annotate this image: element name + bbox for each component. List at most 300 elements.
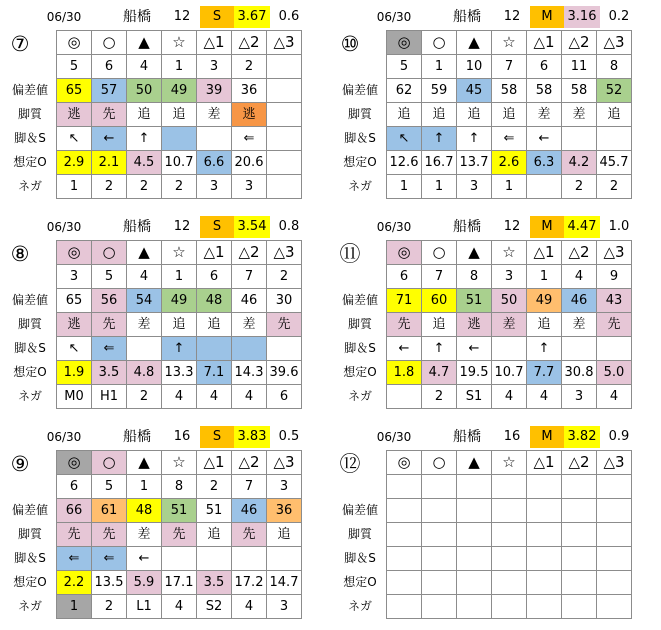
grid-cell: 2.2: [57, 571, 92, 595]
grid-cell: ↑: [162, 337, 197, 361]
grid-cell: 3.5: [197, 571, 232, 595]
race-header: [330, 6, 660, 28]
race-panel: [330, 0, 660, 210]
grid-cell: [422, 499, 457, 523]
grid-cell: 1.9: [57, 361, 92, 385]
grid-cell: 56: [92, 289, 127, 313]
grid-cell: [492, 523, 527, 547]
grid-cell: [597, 523, 632, 547]
grid-cell: 48: [127, 499, 162, 523]
table-row: [57, 55, 302, 79]
row-label: [4, 30, 56, 54]
race-header: [330, 426, 660, 448]
grid-cell: 1: [422, 175, 457, 199]
grid-cell: 4: [127, 55, 162, 79]
grid-cell: 差: [197, 103, 232, 127]
grid-cell: [387, 595, 422, 619]
grid-cell: 13.7: [457, 151, 492, 175]
row-label: 想定O: [13, 365, 47, 379]
grid-cell: 4.5: [127, 151, 162, 175]
grid-cell: 7: [232, 265, 267, 289]
table-row: [57, 103, 302, 127]
grid-cell: 51: [162, 499, 197, 523]
grid-cell: 6: [267, 385, 302, 409]
race-mark: M: [530, 426, 564, 448]
race-number: ⑩: [340, 32, 360, 56]
grid-cell: ⇐: [232, 127, 267, 151]
table-row: [387, 313, 632, 337]
table-row: [57, 151, 302, 175]
row-label: [4, 450, 56, 474]
table-row: [57, 337, 302, 361]
grid-cell: 17.1: [162, 571, 197, 595]
grid-cell: ↑: [422, 127, 457, 151]
grid-cell: ○: [92, 31, 127, 55]
grid-cell: 12.6: [387, 151, 422, 175]
grid-cell: 3: [562, 385, 597, 409]
row-label: 想定O: [343, 365, 377, 379]
grid-cell: [597, 595, 632, 619]
grid-cell: [387, 385, 422, 409]
grid-cell: [527, 175, 562, 199]
race-panel: [330, 210, 660, 420]
row-label: 脚質: [347, 527, 372, 541]
grid-cell: 45.7: [597, 151, 632, 175]
grid-cell: ⇐: [92, 547, 127, 571]
row-label: 脚質: [347, 107, 372, 121]
grid-cell: [267, 175, 302, 199]
grid-cell: △1: [197, 31, 232, 55]
grid-cell: 48: [197, 289, 232, 313]
grid-cell: 3: [232, 175, 267, 199]
grid-cell: 5: [57, 55, 92, 79]
grid-cell: ▲: [127, 241, 162, 265]
grid-cell: ◎: [387, 451, 422, 475]
grid-cell: [562, 499, 597, 523]
grid-cell: 1: [492, 175, 527, 199]
row-label: 想定O: [13, 575, 47, 589]
row-label: 脚＆S: [344, 551, 376, 565]
grid-cell: 46: [232, 289, 267, 313]
race-value: 4.47: [564, 216, 600, 238]
grid-cell: 差: [127, 313, 162, 337]
grid-cell: 6.6: [197, 151, 232, 175]
grid-cell: [492, 595, 527, 619]
grid-cell: 39.6: [267, 361, 302, 385]
grid-cell: 4: [232, 595, 267, 619]
table-row: [387, 31, 632, 55]
grid-cell: 59: [422, 79, 457, 103]
grid-cell: 62: [387, 79, 422, 103]
grid-cell: 1: [422, 55, 457, 79]
row-label: 想定O: [343, 575, 377, 589]
grid-cell: 52: [597, 79, 632, 103]
grid-cell: 1.8: [387, 361, 422, 385]
race-value: 3.67: [234, 6, 270, 28]
row-label: 偏差値: [11, 503, 48, 517]
grid-cell: 2: [197, 475, 232, 499]
grid-cell: 65: [57, 79, 92, 103]
grid-cell: [597, 571, 632, 595]
grid-cell: 4.2: [562, 151, 597, 175]
grid-cell: 差: [562, 103, 597, 127]
grid-cell: 3: [457, 175, 492, 199]
horse-grid: [386, 30, 632, 199]
table-row: [57, 241, 302, 265]
race-sub-value: 0.6: [278, 9, 300, 24]
race-number: ⑨: [10, 452, 30, 476]
grid-cell: ○: [92, 451, 127, 475]
race-mark: S: [200, 6, 234, 28]
grid-cell: [387, 547, 422, 571]
grid-cell: [197, 337, 232, 361]
race-place: 船橋: [453, 219, 481, 235]
table-row: [387, 79, 632, 103]
grid-cell: ◎: [387, 31, 422, 55]
grid-cell: [422, 475, 457, 499]
grid-cell: [527, 547, 562, 571]
race-mark: M: [530, 216, 564, 238]
grid-cell: ←: [527, 127, 562, 151]
row-label: 脚質: [347, 317, 372, 331]
grid-cell: 7: [232, 475, 267, 499]
grid-cell: ▲: [127, 451, 162, 475]
grid-cell: [492, 499, 527, 523]
grid-cell: [232, 547, 267, 571]
race-date: 06/30: [376, 430, 412, 444]
grid-cell: △3: [597, 451, 632, 475]
grid-cell: L1: [127, 595, 162, 619]
grid-cell: 54: [127, 289, 162, 313]
race-mark: S: [200, 216, 234, 238]
row-label: 脚＆S: [344, 131, 376, 145]
table-row: [387, 127, 632, 151]
grid-cell: [232, 337, 267, 361]
table-row: [387, 547, 632, 571]
table-row: [387, 241, 632, 265]
grid-cell: [422, 523, 457, 547]
row-labels: [334, 240, 386, 408]
grid-cell: [562, 571, 597, 595]
grid-cell: ⇐: [57, 547, 92, 571]
row-label: ネガ: [347, 599, 372, 613]
grid-cell: ☆: [162, 241, 197, 265]
table-row: [57, 313, 302, 337]
grid-cell: 追: [197, 523, 232, 547]
race-value: 3.16: [564, 6, 600, 28]
grid-cell: 36: [267, 499, 302, 523]
grid-cell: 2.1: [92, 151, 127, 175]
row-labels: [4, 240, 56, 408]
grid-cell: 追: [457, 103, 492, 127]
race-header: [0, 426, 330, 448]
table-row: [387, 595, 632, 619]
grid-cell: 先: [162, 523, 197, 547]
grid-cell: 49: [527, 289, 562, 313]
race-header: [0, 6, 330, 28]
grid-cell: △1: [527, 241, 562, 265]
grid-cell: 3: [197, 175, 232, 199]
grid-cell: 17.2: [232, 571, 267, 595]
grid-cell: 差: [232, 313, 267, 337]
grid-cell: 19.5: [457, 361, 492, 385]
row-label: 脚＆S: [14, 551, 46, 565]
grid-cell: 46: [232, 499, 267, 523]
grid-cell: 61: [92, 499, 127, 523]
race-runner-count: 12: [173, 9, 191, 24]
grid-cell: 49: [162, 79, 197, 103]
grid-cell: 71: [387, 289, 422, 313]
grid-cell: 4: [197, 385, 232, 409]
grid-cell: 2: [422, 385, 457, 409]
table-row: [387, 475, 632, 499]
table-row: [57, 175, 302, 199]
grid-cell: ○: [422, 241, 457, 265]
race-sub-value: 1.0: [608, 219, 630, 234]
grid-cell: [457, 499, 492, 523]
grid-cell: 58: [562, 79, 597, 103]
row-labels: [4, 450, 56, 618]
grid-cell: ←: [92, 127, 127, 151]
grid-cell: [267, 127, 302, 151]
grid-cell: 13.3: [162, 361, 197, 385]
grid-cell: 10.7: [162, 151, 197, 175]
row-label: 想定O: [343, 155, 377, 169]
grid-cell: ⇐: [92, 337, 127, 361]
grid-cell: ☆: [492, 451, 527, 475]
grid-cell: 4: [492, 385, 527, 409]
grid-cell: △2: [232, 451, 267, 475]
grid-cell: 追: [422, 103, 457, 127]
table-row: [57, 451, 302, 475]
grid-cell: ◎: [387, 241, 422, 265]
row-label: [334, 30, 386, 54]
grid-cell: 6.3: [527, 151, 562, 175]
grid-cell: 3: [57, 265, 92, 289]
grid-cell: 1: [57, 175, 92, 199]
grid-cell: 7: [422, 265, 457, 289]
grid-cell: [492, 475, 527, 499]
horse-grid: [56, 30, 302, 199]
grid-cell: [597, 499, 632, 523]
grid-cell: 先: [92, 523, 127, 547]
grid-cell: [457, 475, 492, 499]
grid-cell: 2: [267, 265, 302, 289]
grid-cell: 60: [422, 289, 457, 313]
grid-cell: △3: [597, 241, 632, 265]
grid-cell: [387, 523, 422, 547]
race-date: 06/30: [376, 220, 412, 234]
grid-cell: 58: [527, 79, 562, 103]
grid-cell: 50: [492, 289, 527, 313]
table-row: [387, 571, 632, 595]
grid-cell: [492, 571, 527, 595]
row-label: 想定O: [13, 155, 47, 169]
table-row: [57, 79, 302, 103]
grid-cell: 51: [457, 289, 492, 313]
table-row: [57, 127, 302, 151]
horse-grid: [386, 450, 632, 619]
race-header: [0, 216, 330, 238]
grid-cell: ↑: [127, 127, 162, 151]
grid-cell: [267, 103, 302, 127]
race-value: 3.54: [234, 216, 270, 238]
grid-cell: 10.7: [492, 361, 527, 385]
race-place: 船橋: [453, 9, 481, 25]
grid-cell: △1: [197, 241, 232, 265]
grid-cell: 2: [562, 175, 597, 199]
grid-cell: 30: [267, 289, 302, 313]
grid-cell: △1: [197, 451, 232, 475]
grid-cell: ☆: [492, 31, 527, 55]
grid-cell: 8: [162, 475, 197, 499]
grid-cell: ◎: [57, 451, 92, 475]
row-label: 偏差値: [341, 293, 378, 307]
grid-cell: 10: [457, 55, 492, 79]
race-panel: [330, 420, 660, 630]
grid-cell: [387, 475, 422, 499]
row-label: [334, 54, 386, 78]
grid-cell: [562, 475, 597, 499]
race-date: 06/30: [46, 430, 82, 444]
grid-cell: [562, 547, 597, 571]
table-row: [57, 385, 302, 409]
grid-cell: [127, 337, 162, 361]
grid-cell: 1: [162, 55, 197, 79]
grid-cell: 4.8: [127, 361, 162, 385]
grid-cell: 7.1: [197, 361, 232, 385]
race-sub-value: 0.9: [608, 429, 630, 444]
race-sub-value: 0.5: [278, 429, 300, 444]
grid-cell: 4: [162, 595, 197, 619]
grid-cell: 差: [527, 103, 562, 127]
grid-cell: 1: [527, 265, 562, 289]
grid-cell: 51: [197, 499, 232, 523]
grid-cell: 58: [492, 79, 527, 103]
grid-cell: 4: [527, 385, 562, 409]
grid-cell: △2: [562, 241, 597, 265]
grid-cell: 追: [267, 523, 302, 547]
grid-cell: ○: [422, 31, 457, 55]
grid-cell: [457, 595, 492, 619]
grid-cell: 追: [597, 103, 632, 127]
grid-cell: 先: [92, 313, 127, 337]
race-runner-count: 12: [173, 219, 191, 234]
row-label: ネガ: [17, 599, 42, 613]
grid-cell: ▲: [457, 451, 492, 475]
grid-cell: 3: [492, 265, 527, 289]
grid-cell: 差: [562, 313, 597, 337]
grid-cell: 先: [57, 523, 92, 547]
row-label: ネガ: [17, 389, 42, 403]
grid-cell: [597, 337, 632, 361]
row-label: [4, 264, 56, 288]
grid-cell: [492, 547, 527, 571]
grid-cell: [422, 595, 457, 619]
grid-cell: 2: [232, 55, 267, 79]
grid-cell: △3: [597, 31, 632, 55]
race-mark: S: [200, 426, 234, 448]
table-row: [387, 451, 632, 475]
race-value: 3.83: [234, 426, 270, 448]
race-runner-count: 16: [173, 429, 191, 444]
grid-cell: △3: [267, 451, 302, 475]
grid-cell: ⇐: [492, 127, 527, 151]
grid-cell: ←: [387, 337, 422, 361]
row-label: ネガ: [347, 389, 372, 403]
grid-cell: 3: [267, 595, 302, 619]
table-row: [57, 475, 302, 499]
table-row: [387, 103, 632, 127]
grid-cell: 5.9: [127, 571, 162, 595]
table-row: [57, 523, 302, 547]
grid-cell: ◎: [57, 31, 92, 55]
grid-cell: 追: [162, 103, 197, 127]
grid-cell: [162, 127, 197, 151]
grid-cell: 65: [57, 289, 92, 313]
grid-cell: ▲: [457, 31, 492, 55]
grid-cell: ↑: [422, 337, 457, 361]
grid-cell: [267, 337, 302, 361]
grid-cell: ▲: [127, 31, 162, 55]
grid-cell: 20.6: [232, 151, 267, 175]
row-labels: [334, 30, 386, 198]
grid-cell: 逃: [232, 103, 267, 127]
grid-cell: 2.6: [492, 151, 527, 175]
grid-cell: [267, 547, 302, 571]
table-row: [57, 547, 302, 571]
grid-cell: [527, 595, 562, 619]
row-label: [4, 240, 56, 264]
race-mark: M: [530, 6, 564, 28]
row-label: ネガ: [347, 179, 372, 193]
grid-cell: ☆: [492, 241, 527, 265]
horse-grid: [386, 240, 632, 409]
grid-cell: 39: [197, 79, 232, 103]
grid-cell: [527, 475, 562, 499]
grid-cell: ↖: [57, 337, 92, 361]
grid-cell: [562, 595, 597, 619]
race-sub-value: 0.2: [608, 9, 630, 24]
table-row: [57, 31, 302, 55]
grid-cell: 差: [127, 523, 162, 547]
row-label: 脚質: [17, 527, 42, 541]
grid-cell: [457, 547, 492, 571]
grid-cell: ↖: [387, 127, 422, 151]
table-row: [57, 361, 302, 385]
grid-cell: 3: [197, 55, 232, 79]
table-row: [57, 289, 302, 313]
grid-cell: 36: [232, 79, 267, 103]
grid-cell: ←: [457, 337, 492, 361]
row-label: 偏差値: [11, 83, 48, 97]
table-row: [57, 499, 302, 523]
grid-cell: 追: [422, 313, 457, 337]
grid-cell: [597, 547, 632, 571]
grid-cell: △2: [232, 31, 267, 55]
grid-cell: 6: [527, 55, 562, 79]
row-label: 偏差値: [341, 83, 378, 97]
grid-cell: 4: [597, 385, 632, 409]
grid-cell: △1: [527, 451, 562, 475]
grid-cell: 4.7: [422, 361, 457, 385]
row-label: 脚＆S: [344, 341, 376, 355]
grid-cell: 2: [162, 175, 197, 199]
grid-cell: [267, 55, 302, 79]
grid-cell: 4: [127, 265, 162, 289]
race-panel: [0, 210, 330, 420]
grid-cell: [267, 151, 302, 175]
